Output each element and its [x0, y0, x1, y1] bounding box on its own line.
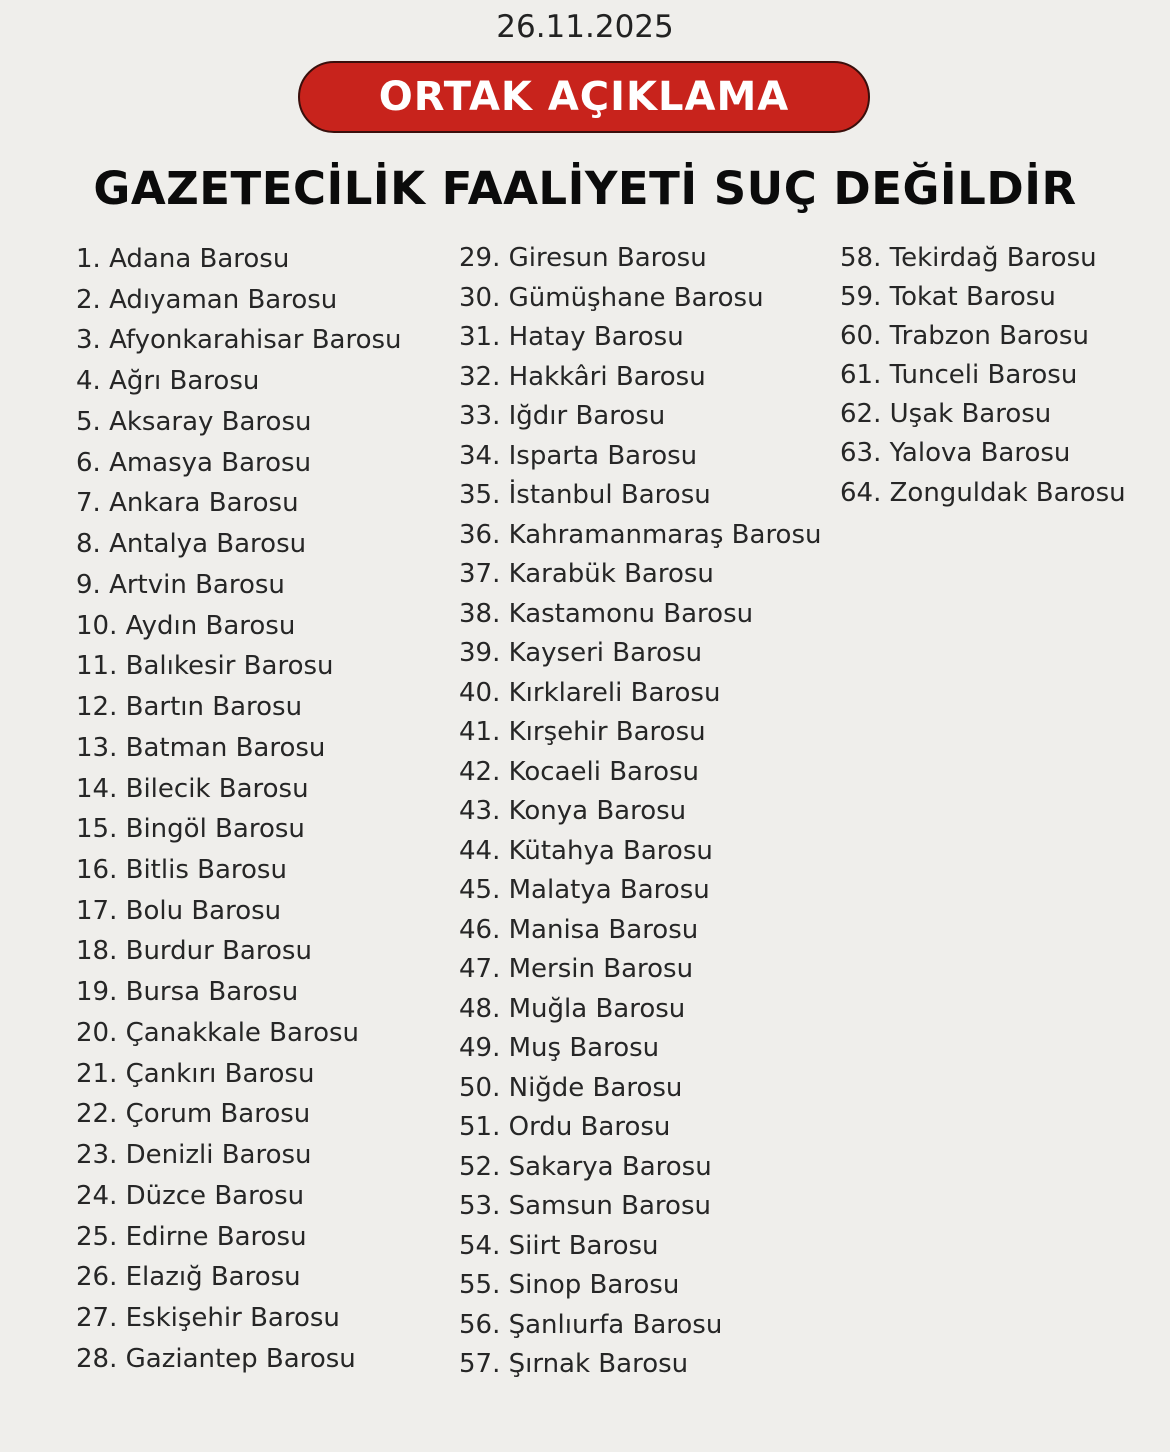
bar-association-item: 31. Hatay Barosu	[459, 322, 684, 353]
bar-association-item: 52. Sakarya Barosu	[459, 1151, 712, 1182]
bar-association-item: 2. Adıyaman Barosu	[76, 284, 338, 315]
bar-association-item: 21. Çankırı Barosu	[76, 1058, 315, 1089]
bar-association-item: 59. Tokat Barosu	[840, 282, 1056, 313]
bar-association-item: 34. Isparta Barosu	[459, 440, 698, 471]
bar-association-item: 40. Kırklareli Barosu	[459, 677, 721, 708]
bar-association-item: 37. Karabük Barosu	[459, 559, 714, 590]
statement-date: 26.11.2025	[496, 9, 674, 45]
bar-association-item: 4. Ağrı Barosu	[76, 366, 260, 397]
bar-association-item: 55. Sinop Barosu	[459, 1270, 680, 1301]
bar-association-item: 44. Kütahya Barosu	[459, 835, 713, 866]
bar-association-item: 8. Antalya Barosu	[76, 529, 307, 560]
bar-list-column-2	[459, 239, 822, 1385]
bar-association-item: 18. Burdur Barosu	[76, 936, 312, 967]
bar-list-column-3	[840, 239, 1126, 513]
bar-association-item: 7. Ankara Barosu	[76, 488, 299, 519]
bar-association-item: 41. Kırşehir Barosu	[459, 717, 706, 748]
bar-association-item: 16. Bitlis Barosu	[76, 855, 287, 886]
bar-association-item: 64. Zonguldak Barosu	[840, 477, 1126, 508]
bar-association-item: 61. Tunceli Barosu	[840, 360, 1078, 391]
bar-association-item: 36. Kahramanmaraş Barosu	[459, 519, 822, 550]
bar-association-item: 27. Eskişehir Barosu	[76, 1303, 340, 1334]
bar-association-item: 6. Amasya Barosu	[76, 447, 312, 478]
joint-statement-badge: ORTAK AÇIKLAMA	[298, 61, 870, 133]
bar-association-item: 12. Bartın Barosu	[76, 692, 303, 723]
bar-association-item: 3. Afyonkarahisar Barosu	[76, 325, 402, 356]
bar-association-item: 19. Bursa Barosu	[76, 977, 299, 1008]
bar-association-item: 33. Iğdır Barosu	[459, 401, 666, 432]
bar-association-item: 60. Trabzon Barosu	[840, 321, 1089, 352]
bar-association-item: 9. Artvin Barosu	[76, 569, 285, 600]
bar-association-item: 56. Şanlıurfa Barosu	[459, 1309, 723, 1340]
bar-association-item: 51. Ordu Barosu	[459, 1112, 671, 1143]
bar-association-item: 13. Batman Barosu	[76, 732, 326, 763]
bar-association-item: 26. Elazığ Barosu	[76, 1262, 301, 1293]
bar-association-item: 11. Balıkesir Barosu	[76, 651, 334, 682]
bar-association-item: 25. Edirne Barosu	[76, 1221, 307, 1252]
bar-association-item: 15. Bingöl Barosu	[76, 814, 305, 845]
bar-association-item: 35. İstanbul Barosu	[459, 480, 711, 511]
bar-association-item: 17. Bolu Barosu	[76, 895, 282, 926]
bar-association-item: 14. Bilecik Barosu	[76, 773, 309, 804]
bar-association-item: 29. Giresun Barosu	[459, 243, 707, 273]
bar-association-item: 30. Gümüşhane Barosu	[459, 282, 764, 313]
bar-association-item: 57. Şırnak Barosu	[459, 1349, 689, 1380]
bar-list-column-1	[76, 239, 402, 1380]
bar-association-item: 58. Tekirdağ Barosu	[840, 243, 1097, 273]
bar-association-item: 10. Aydın Barosu	[76, 610, 296, 641]
bar-association-item: 28. Gaziantep Barosu	[76, 1343, 356, 1374]
bar-association-item: 23. Denizli Barosu	[76, 1140, 312, 1171]
bar-association-item: 62. Uşak Barosu	[840, 399, 1052, 430]
bar-association-item: 50. Niğde Barosu	[459, 1072, 683, 1103]
bar-association-item: 38. Kastamonu Barosu	[459, 598, 754, 629]
bar-association-item: 1. Adana Barosu	[76, 244, 290, 274]
bar-association-item: 53. Samsun Barosu	[459, 1191, 711, 1222]
bar-association-item: 22. Çorum Barosu	[76, 1099, 311, 1130]
bar-association-item: 46. Manisa Barosu	[459, 914, 699, 945]
bar-association-item: 20. Çanakkale Barosu	[76, 1017, 360, 1048]
bar-association-item: 45. Malatya Barosu	[459, 875, 710, 906]
headline: GAZETECİLİK FAALİYETİ SUÇ DEĞİLDİR	[93, 162, 1077, 215]
bar-association-item: 49. Muş Barosu	[459, 1033, 660, 1064]
bar-association-item: 42. Kocaeli Barosu	[459, 756, 700, 787]
bar-association-item: 48. Muğla Barosu	[459, 993, 686, 1024]
bar-association-item: 47. Mersin Barosu	[459, 954, 694, 985]
bar-association-item: 63. Yalova Barosu	[840, 438, 1071, 469]
bar-association-item: 43. Konya Barosu	[459, 796, 687, 827]
bar-association-item: 24. Düzce Barosu	[76, 1180, 305, 1211]
bar-association-item: 5. Aksaray Barosu	[76, 406, 312, 437]
bar-association-item: 32. Hakkâri Barosu	[459, 361, 706, 392]
bar-association-item: 54. Siirt Barosu	[459, 1230, 659, 1261]
bar-association-item: 39. Kayseri Barosu	[459, 638, 703, 669]
